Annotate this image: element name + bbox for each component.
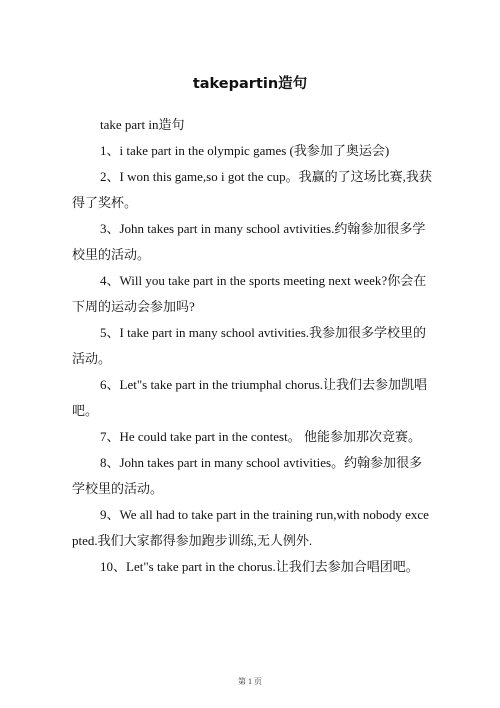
sentence-4: 4、Will you take part in the sports meeting next week?你会在下周的运动会参加吗? xyxy=(72,273,427,314)
paragraph-heading: take part in造句 xyxy=(100,117,185,132)
sentence-9: 9、We all had to take part in the training run,with nobody excepted.我们大家都得参加跑步训练,无人例外. xyxy=(72,507,429,548)
sentence-7: 7、He could take part in the contest。 他能参加那次竞赛。 xyxy=(100,429,421,444)
sentence-10: 10、Let"s take part in the chorus.让我们去参加合唱团吧。 xyxy=(100,559,419,574)
sentence-6: 6、Let"s take part in the triumphal chorus.让我们去参加凯唱吧。 xyxy=(72,377,427,418)
sentence-2: 2、I won this game,so i got the cup。我赢的了这场比赛,我获得了奖杯。 xyxy=(72,169,432,210)
page-title: takepartin造句 xyxy=(192,76,308,92)
sentence-8: 8、John takes part in many school avtivities。约翰参加很多学校里的活动。 xyxy=(72,455,423,496)
sentence-1: 1、i take part in the olympic games (我参加了奥运会) xyxy=(100,143,390,158)
sentence-5: 5、I take part in many school avtivities.我参加很多学校里的活动。 xyxy=(72,325,427,366)
sentence-3: 3、John takes part in many school avtivities.约翰参加很多学校里的活动。 xyxy=(72,221,426,262)
document-body xyxy=(72,112,432,580)
page-number: 第 1 页 xyxy=(238,677,262,686)
